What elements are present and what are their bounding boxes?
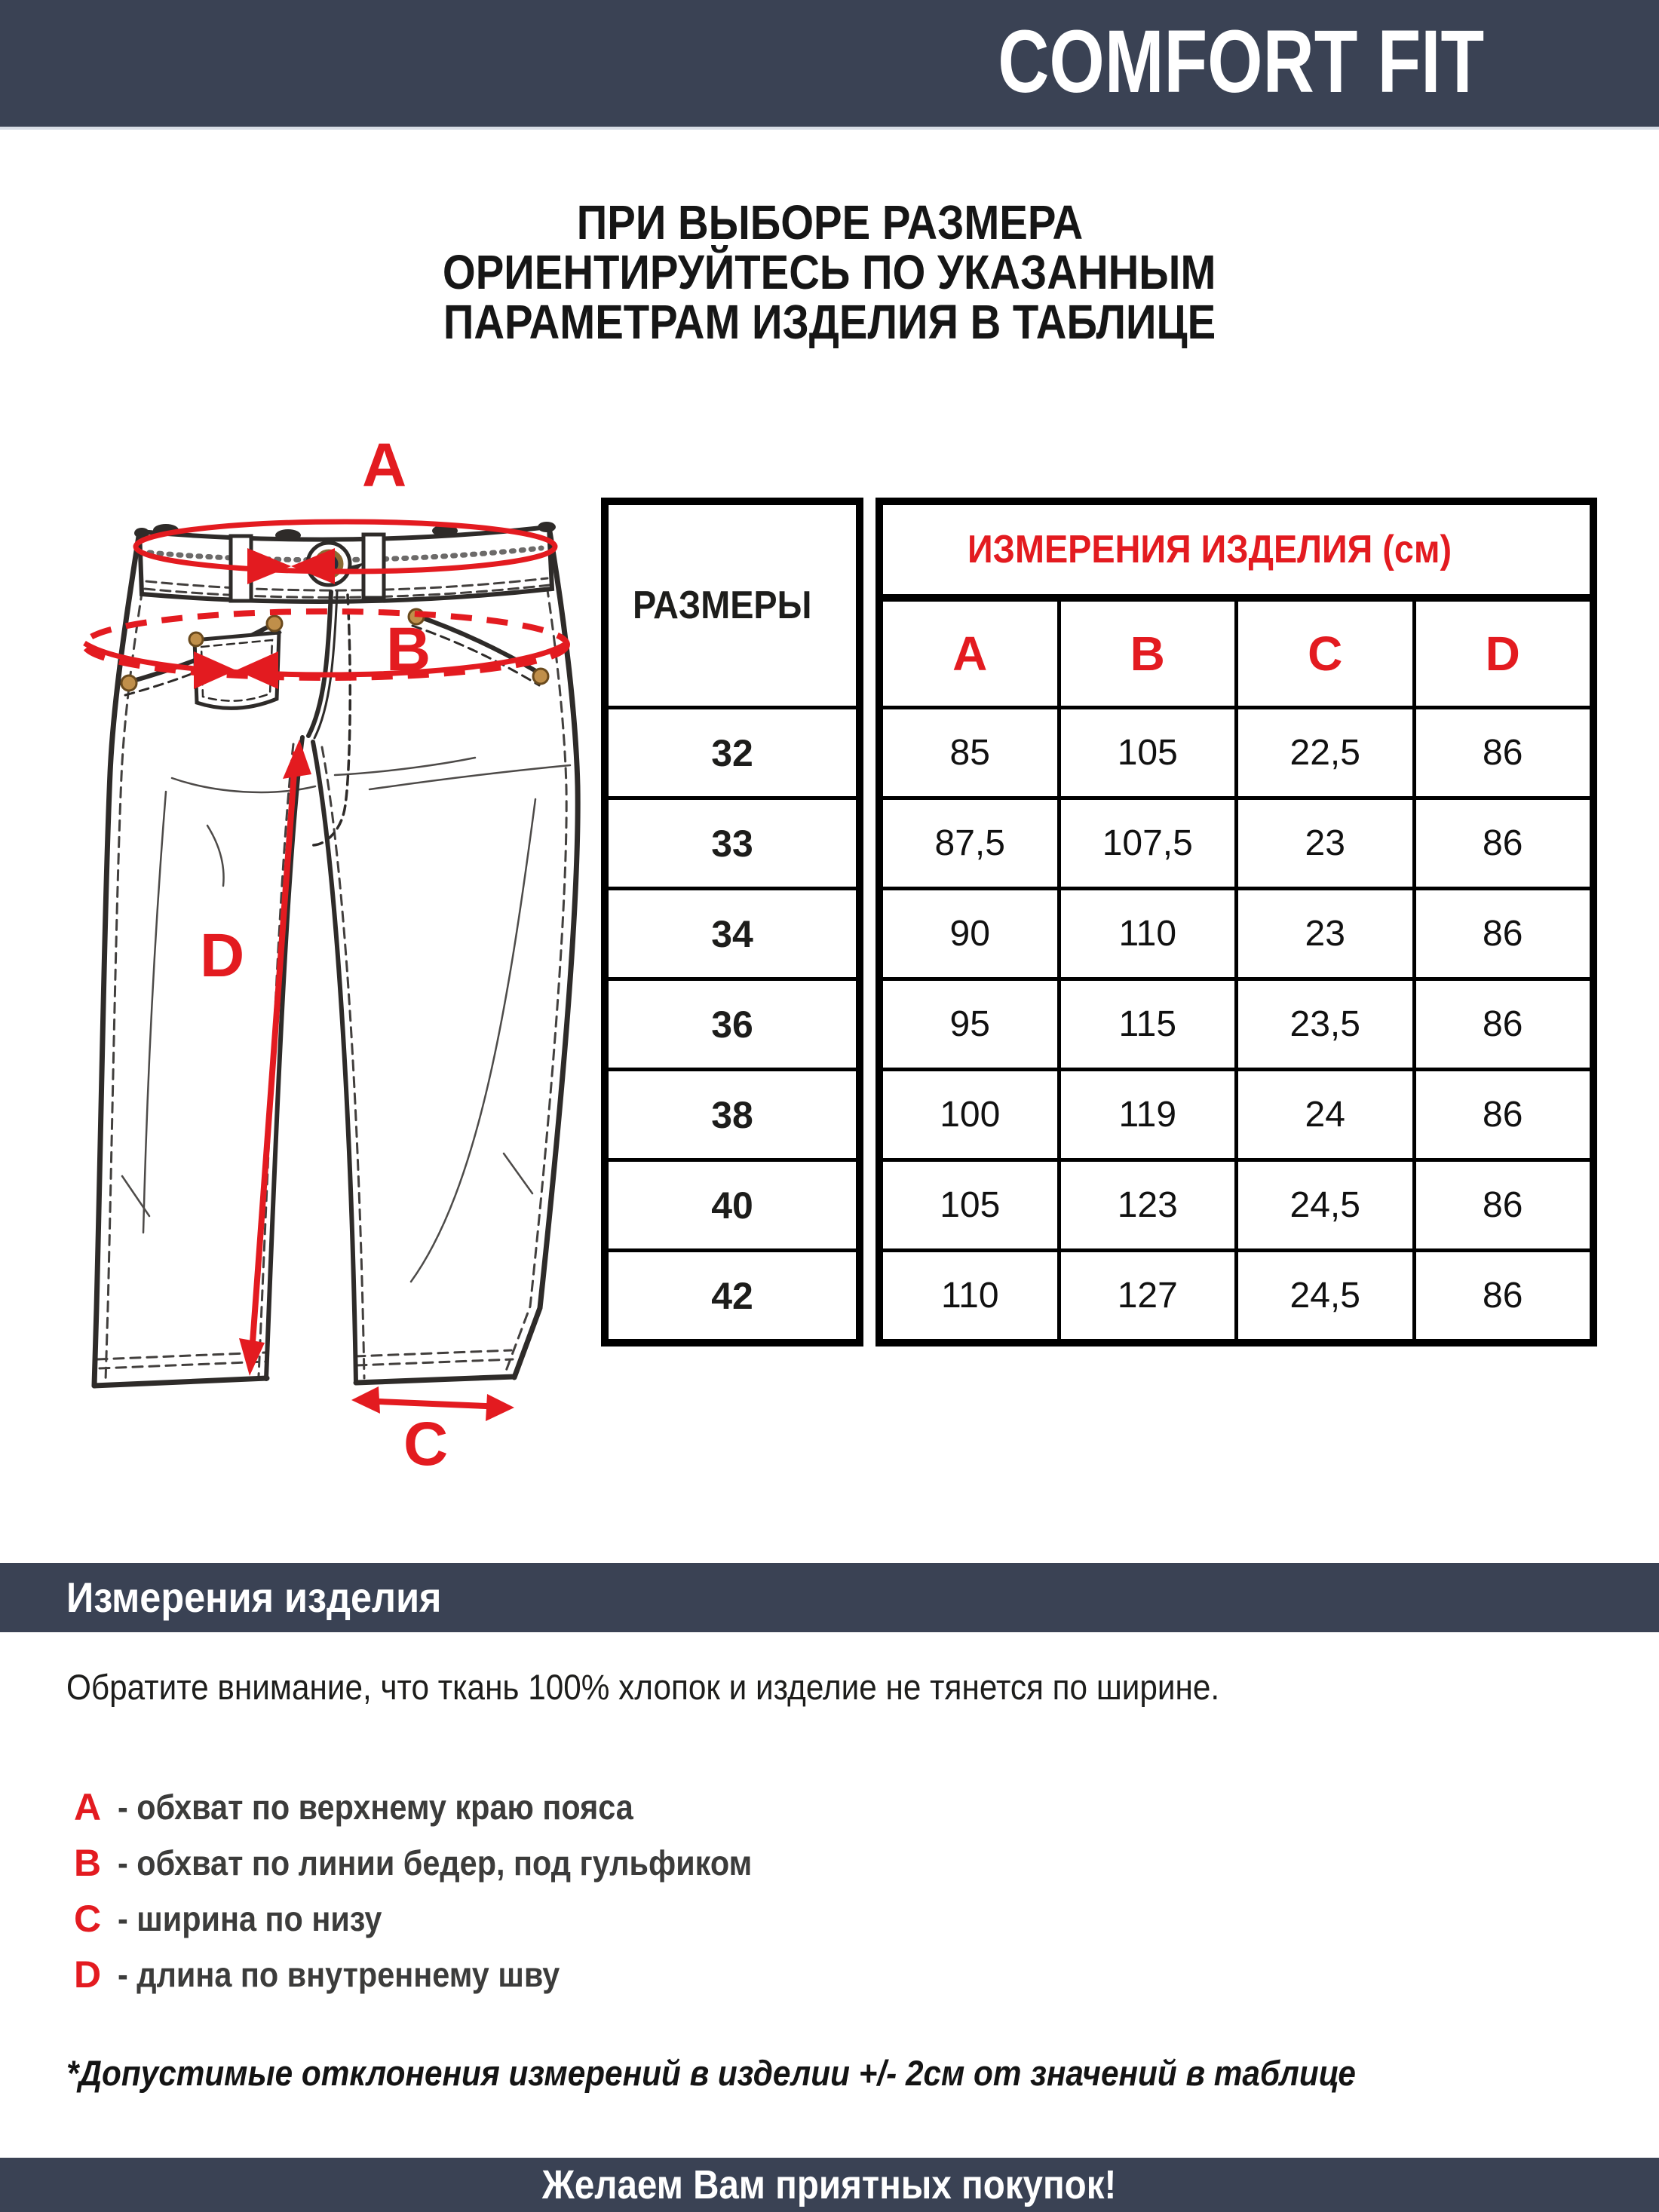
measurement-label-d: D xyxy=(200,921,245,990)
table-row: 90 110 23 86 xyxy=(883,887,1590,977)
measure-d-line xyxy=(251,752,296,1363)
intro-line-2: ОРИЕНТИРУЙТЕСЬ ПО УКАЗАННЫМ xyxy=(443,245,1216,299)
jeans-diagram xyxy=(53,431,581,1478)
brand-title-text: COMFORT FIT xyxy=(998,12,1484,112)
size-cell: 40 xyxy=(609,1158,856,1248)
legend-item-b xyxy=(74,1835,823,1891)
size-cell: 32 xyxy=(609,706,856,796)
legend-key-a: A xyxy=(74,1786,102,1828)
footer-bar xyxy=(0,2158,1659,2212)
section-bar-title: Измерения изделия xyxy=(66,1573,442,1621)
measurement-label-a: A xyxy=(362,431,407,500)
jeans-outline xyxy=(94,522,578,1386)
legend-key-b: B xyxy=(74,1842,102,1884)
size-cell: 38 xyxy=(609,1068,856,1158)
legend-text-b: - обхват по линии бедер, под гульфиком xyxy=(118,1843,753,1883)
fabric-note: Обратите внимание, что ткань 100% хлопок и изделие не тянется по ширине. xyxy=(66,1667,1220,1707)
measure-c-line xyxy=(362,1401,504,1407)
intro-title xyxy=(0,195,1659,349)
intro-line-1: ПРИ ВЫБОРЕ РАЗМЕРА xyxy=(576,195,1083,250)
legend-item-a xyxy=(74,1779,823,1835)
table-row: 100 119 24 86 xyxy=(883,1068,1590,1158)
legend-key-c: C xyxy=(74,1898,102,1940)
legend-item-c xyxy=(74,1891,823,1947)
column-header-c: C xyxy=(1234,602,1412,706)
table-row: 110 127 24,5 86 xyxy=(883,1248,1590,1339)
intro-line-3: ПАРАМЕТРАМ ИЗДЕЛИЯ В ТАБЛИЦЕ xyxy=(443,295,1216,349)
table-row: 87,5 107,5 23 86 xyxy=(883,796,1590,887)
section-bar-measurements xyxy=(0,1563,1659,1632)
measurement-legend xyxy=(74,1779,823,2002)
size-cell: 33 xyxy=(609,796,856,887)
size-cell: 42 xyxy=(609,1248,856,1339)
size-cell: 34 xyxy=(609,887,856,977)
measurements-header-cell: ИЗМЕРЕНИЯ ИЗДЕЛИЯ (см) xyxy=(883,505,1590,602)
legend-text-c: - ширина по низу xyxy=(118,1899,382,1938)
column-header-b: B xyxy=(1057,602,1235,706)
legend-item-d xyxy=(74,1947,823,2002)
legend-text-d: - длина по внутреннему шву xyxy=(118,1955,560,1994)
legend-text-a: - обхват по верхнему краю пояса xyxy=(118,1788,633,1827)
column-header-d: D xyxy=(1412,602,1590,706)
top-header-bar xyxy=(0,0,1659,130)
sizes-header-cell: РАЗМЕРЫ xyxy=(633,584,812,627)
measurements-table xyxy=(875,498,1597,1347)
size-cell: 36 xyxy=(609,977,856,1068)
measurements-column-headers xyxy=(883,602,1590,706)
measurement-label-b: B xyxy=(386,615,431,684)
table-row: 85 105 22,5 86 xyxy=(883,706,1590,796)
legend-key-d: D xyxy=(74,1953,102,1996)
table-row: 105 123 24,5 86 xyxy=(883,1158,1590,1248)
sizes-column xyxy=(601,498,863,1347)
measurement-label-c: C xyxy=(403,1410,449,1478)
table-row: 95 115 23,5 86 xyxy=(883,977,1590,1068)
column-header-a: A xyxy=(952,627,988,681)
footer-message: Желаем Вам приятных покупок! xyxy=(542,2162,1117,2207)
tolerance-footnote: *Допустимые отклонения измерений в изделии +/- 2см от значений в таблице xyxy=(66,2053,1356,2093)
size-table xyxy=(601,498,1597,1347)
crease-lines xyxy=(122,758,570,1282)
brand-title xyxy=(876,0,1484,124)
